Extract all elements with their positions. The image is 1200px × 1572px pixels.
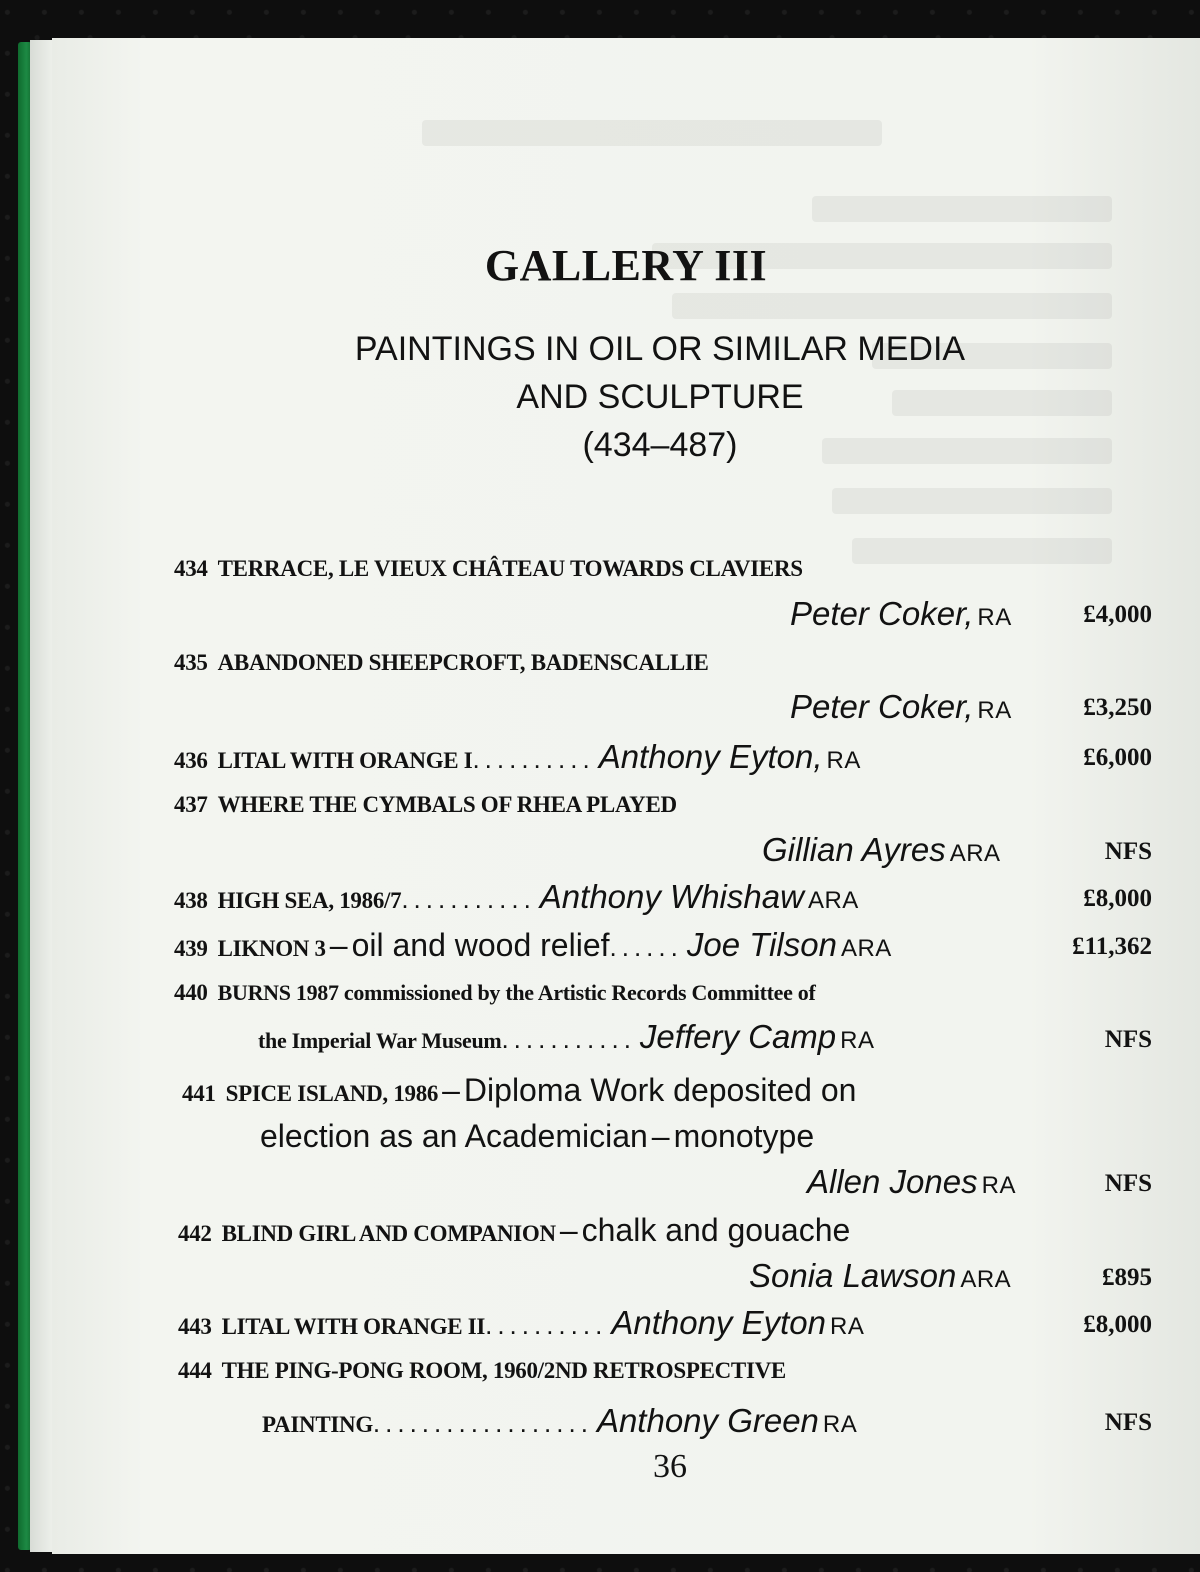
- catalogue-number: 435: [174, 650, 208, 675]
- price: £3,250: [1083, 694, 1152, 721]
- leader-dots: ...........: [401, 884, 536, 914]
- academy-honour: RA: [981, 1172, 1016, 1199]
- entry-437-artist-line: [762, 831, 1001, 869]
- leader-dots: ..........: [485, 1310, 608, 1340]
- title-dash: –: [442, 1072, 460, 1108]
- section-subtitle-continued: AND SCULPTURE: [516, 378, 804, 416]
- academy-honour: ARA: [960, 1266, 1012, 1293]
- artwork-title: WHERE THE CYMBALS OF RHEA PLAYED: [217, 792, 677, 817]
- academy-honour: ARA: [840, 935, 892, 962]
- leader-dots: ...........: [501, 1024, 636, 1054]
- artwork-title: LIKNON 3: [217, 936, 326, 961]
- entry-435-artist-line: [790, 688, 1012, 726]
- entry-441-title-line: [182, 1072, 856, 1109]
- academy-honour: ARA: [949, 840, 1001, 867]
- artwork-title: BURNS 1987 commissioned by the Artistic Records Committee of: [217, 980, 816, 1005]
- entry-442-title-line: [178, 1212, 850, 1249]
- artwork-title: ABANDONED SHEEPCROFT, BADENSCALLIE: [217, 650, 709, 675]
- entry-440-title-line: [174, 980, 816, 1006]
- entry-436-line: [174, 738, 861, 776]
- entry-444-title-line: [178, 1358, 786, 1384]
- price: £8,000: [1083, 885, 1152, 912]
- academy-honour: RA: [822, 1411, 858, 1438]
- entry-441-medium-line: [260, 1118, 814, 1155]
- medium-type: monotype: [673, 1118, 815, 1154]
- catalogue-number: 441: [182, 1081, 216, 1106]
- entry-438-line: [174, 878, 859, 916]
- price: £6,000: [1083, 744, 1152, 771]
- academy-honour: RA: [826, 747, 861, 774]
- artwork-title-continued: the Imperial War Museum: [258, 1028, 502, 1053]
- entry-439-line: [174, 926, 892, 964]
- medium: chalk and gouache: [581, 1212, 851, 1248]
- price: NFS: [1104, 1170, 1152, 1197]
- artwork-title: HIGH SEA, 1986/7: [217, 888, 402, 913]
- catalogue-number: 437: [174, 792, 208, 817]
- catalogue-page: [52, 38, 1200, 1554]
- entry-441-artist-line: [807, 1163, 1016, 1201]
- artwork-title: LITAL WITH ORANGE I: [217, 748, 473, 773]
- catalogue-number: 438: [174, 888, 208, 913]
- artist-name: Anthony Green: [596, 1402, 819, 1439]
- academy-honour: RA: [830, 1313, 865, 1340]
- price: NFS: [1104, 1026, 1152, 1053]
- section-subtitle: PAINTINGS IN OIL OR SIMILAR MEDIA: [354, 330, 966, 368]
- catalogue-number: 439: [174, 936, 208, 961]
- academy-honour: ARA: [807, 887, 859, 914]
- entry-437-title-line: [174, 792, 677, 818]
- artist-name: Peter Coker,: [790, 688, 974, 725]
- catalogue-number: 442: [178, 1221, 212, 1246]
- catalogue-number: 443: [178, 1314, 212, 1339]
- artist-name: Anthony Eyton,: [598, 738, 823, 775]
- medium-dash: –: [651, 1118, 670, 1154]
- catalogue-number-range: (434–487): [582, 426, 738, 464]
- artwork-title: SPICE ISLAND, 1986: [225, 1081, 439, 1106]
- leader-dots: ..................: [372, 1408, 593, 1438]
- title-dash: –: [559, 1212, 578, 1248]
- artwork-title: THE PING-PONG ROOM, 1960/2ND RETROSPECTIVE: [221, 1358, 786, 1383]
- leader-dots: ..........: [472, 744, 595, 774]
- artwork-title-continued: PAINTING: [262, 1412, 373, 1437]
- price: NFS: [1104, 1409, 1152, 1436]
- artwork-title: LITAL WITH ORANGE II: [221, 1314, 486, 1339]
- artist-name: Joe Tilson: [686, 926, 837, 963]
- price: NFS: [1104, 838, 1152, 865]
- artist-name: Allen Jones: [807, 1163, 978, 1200]
- leader-dots: ......: [609, 932, 683, 962]
- artwork-title: TERRACE, LE VIEUX CHÂTEAU TOWARDS CLAVIERS: [217, 556, 803, 581]
- entry-443-line: [178, 1304, 864, 1342]
- gallery-title: GALLERY III: [484, 241, 768, 290]
- academy-honour: RA: [977, 604, 1012, 631]
- entry-444-second-line: [262, 1402, 857, 1440]
- artist-name: Anthony Whishaw: [539, 878, 804, 915]
- artist-name: Peter Coker,: [790, 595, 974, 632]
- academy-honour: RA: [840, 1027, 875, 1054]
- artist-name: Jeffery Camp: [639, 1018, 837, 1055]
- entry-434-artist-line: [790, 595, 1012, 633]
- catalogue-number: 436: [174, 748, 208, 773]
- price: £895: [1102, 1264, 1152, 1291]
- academy-honour: RA: [977, 697, 1012, 724]
- entry-440-second-line: [258, 1018, 875, 1056]
- artist-name: Sonia Lawson: [749, 1257, 957, 1294]
- artwork-title: BLIND GIRL AND COMPANION: [221, 1221, 556, 1246]
- artist-name: Anthony Eyton: [611, 1304, 826, 1341]
- entry-434-title-line: [174, 556, 803, 582]
- artist-name: Gillian Ayres: [762, 831, 946, 868]
- entry-435-title-line: [174, 650, 709, 676]
- medium: Diploma Work deposited on: [463, 1072, 857, 1108]
- page-number: 36: [653, 1448, 687, 1485]
- price: £4,000: [1083, 601, 1152, 628]
- medium-continued: election as an Academician: [260, 1118, 648, 1154]
- catalogue-number: 444: [178, 1358, 212, 1383]
- entry-442-artist-line: [749, 1257, 1011, 1295]
- title-dash: –: [329, 927, 348, 963]
- catalogue-number: 440: [174, 980, 208, 1005]
- price: £8,000: [1083, 1311, 1152, 1338]
- catalogue-number: 434: [174, 556, 208, 581]
- price: £11,362: [1072, 933, 1152, 960]
- medium: oil and wood relief: [351, 927, 610, 963]
